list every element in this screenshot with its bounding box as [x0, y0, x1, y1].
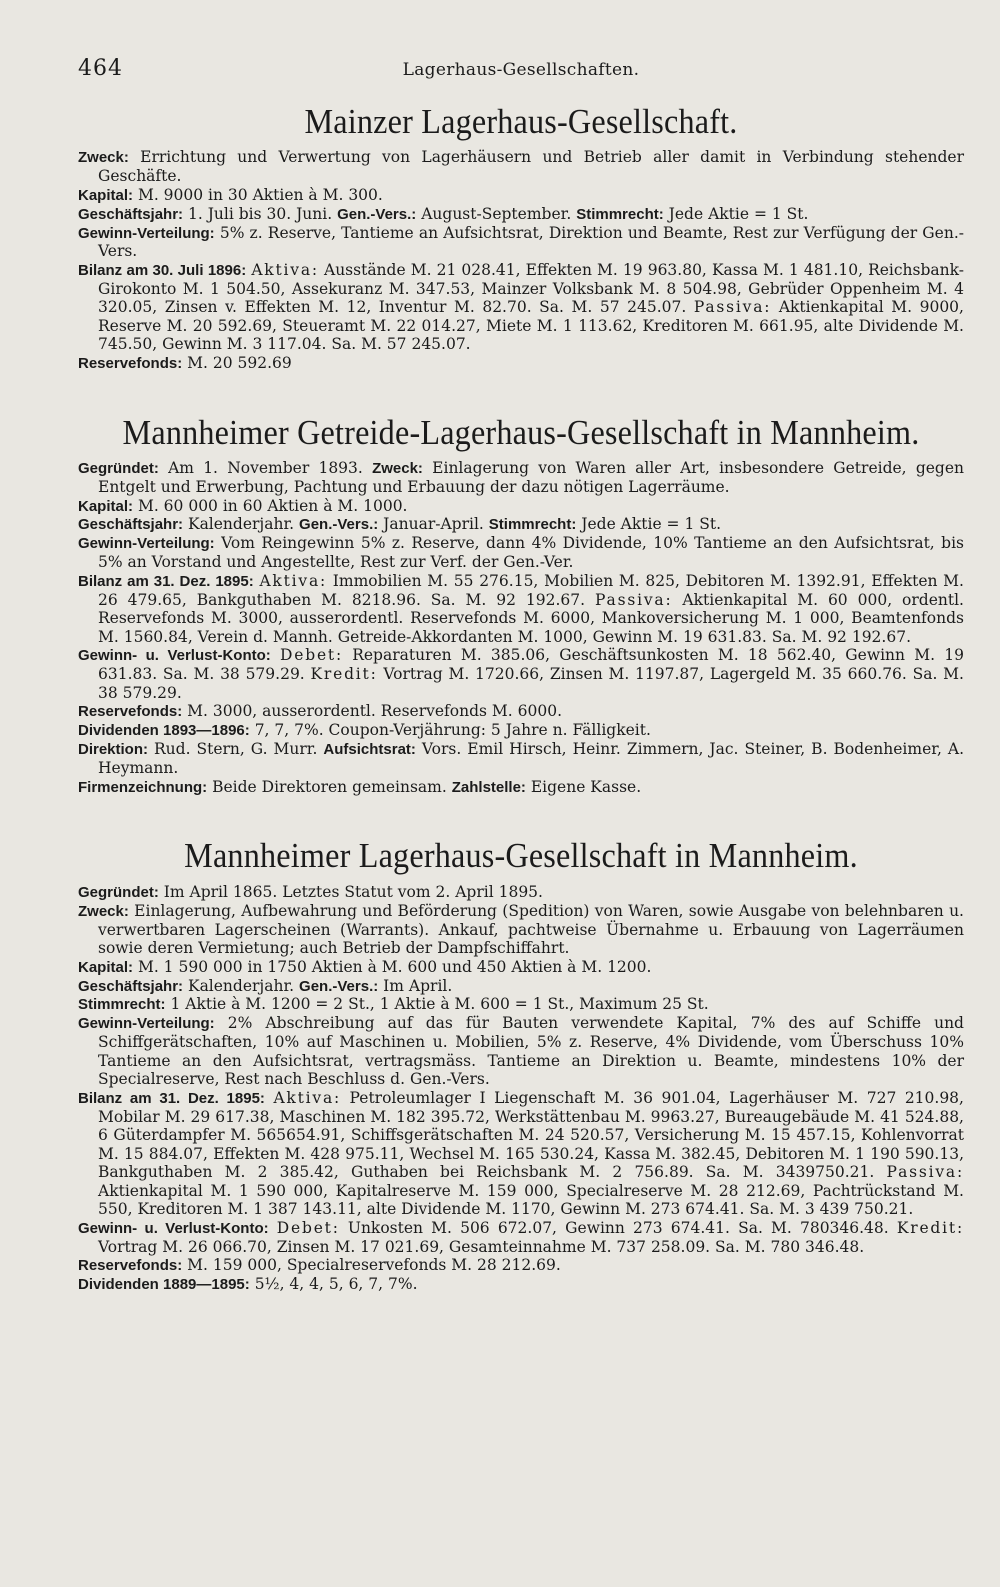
entry-label: Gewinn-Verteilung:	[78, 224, 215, 242]
running-head: Lagerhaus-Gesellschaften.	[402, 60, 640, 80]
entry-paragraph	[78, 958, 964, 977]
page-body	[78, 102, 964, 1294]
entry-sublabel: Aktiva:	[251, 260, 319, 279]
entry-text: Aktienkapital M. 9000, Reserve M. 20 592.69, Steueramt M. 22 014.27, Miete M. 1 113.62, Kreditoren M. 661.95, alte Dividende M. 745.50, Gewinn M. 3 117.04. Sa. M. 57 245.07.	[98, 298, 964, 354]
entry-text: M. 20 592.69	[187, 353, 292, 372]
entry-paragraph	[78, 261, 964, 354]
entry-text: Einlagerung, Aufbewahrung und Beförderung (Spedition) von Waren, sowie Ausgabe von belehnbaren u. verwertbaren Lagerscheinen (Warrants). Ankauf, pachtweise Übernahme u. Erbauung von Lagerräumen sowie deren Vermietung; auch Betrieb der Dampfschiffahrt.	[98, 901, 964, 958]
entry-paragraph	[78, 515, 964, 534]
entry-paragraph	[78, 1089, 964, 1219]
entry-label: Zweck:	[372, 460, 423, 478]
entry-text: Januar-April.	[383, 515, 484, 534]
entry-label: Gen.-Vers.:	[337, 205, 417, 223]
entry-label: Gegründet:	[78, 460, 159, 478]
entry-sublabel: Kredit:	[310, 665, 378, 684]
entry-text: 7, 7, 7%. Coupon-Verjährung: 5 Jahre n. Fälligkeit.	[254, 721, 651, 740]
entry-text: 5½, 4, 4, 5, 6, 7, 7%.	[254, 1275, 418, 1294]
entry-sublabel: Debet:	[276, 1218, 340, 1237]
entry-text: Vom Reingewinn 5% z. Reserve, dann 4% Dividende, 10% Tantieme an den Aufsichtsrat, bis 5% an Vorstand und Angestellte, Rest zur Verf. der Gen.-Ver.	[98, 534, 964, 572]
entry-text: Einlagerung von Waren aller Art, insbesondere Getreide, gegen Entgelt und Erwerbung, Pachtung und Erbauung der dazu nötigen Lagerräume.	[98, 459, 964, 497]
entry-text: Jede Aktie = 1 St.	[668, 204, 809, 223]
entry-label: Gen.-Vers.:	[299, 977, 379, 995]
entry-label: Stimmrecht:	[488, 516, 577, 534]
entry-label: Geschäftsjahr:	[78, 205, 184, 223]
entry-label: Geschäftsjahr:	[78, 516, 184, 534]
entry-text: Jede Aktie = 1 St.	[581, 515, 722, 534]
entry-label: Gen.-Vers.:	[299, 516, 379, 534]
entry-label: Gewinn-Verteilung:	[78, 535, 215, 553]
entry-label: Bilanz am 31. Dez. 1895:	[78, 1089, 265, 1107]
entry-text: Ausstände M. 21 028.41, Effekten M. 19 963.80, Kassa M. 1 481.10, Reichsbank-Girokonto M. 1 504.50, Assekuranz M. 347.53, Mainzer Volksbank M. 8 504.98, Gebrüder Oppenheim M. 4 320.05, Zinsen v. Effekten M. 12, Inventur M. 82.70. Sa. M. 57 245.07.	[98, 260, 964, 317]
entry-text: Kalenderjahr.	[187, 515, 295, 534]
entry-text: M. 9000 in 30 Aktien à M. 300.	[137, 185, 383, 204]
entry-text: Petroleumlager I Liegenschaft M. 36 901.04, Lagerhäuser M. 727 210.98, Mobilar M. 29 617.38, Maschinen M. 182 395.72, Werkstättenbau M. 9963.27, Bureaugebäude M. 41 524.88, 6 Güterdampfer M. 565654.91, Schiffsgerätschaften M. 24 520.57, Versicherung M. 15 457.15, Kohlenvorrat M. 15 884.07, Effekten M. 428 975.11, Wechsel M. 165 530.24, Kassa M. 382.45, Debitoren M. 1 190 590.13, Bankguthaben M. 2 385.42, Guthaben bei Reichsbank M. 2 756.89. Sa. M. 3439750.21.	[98, 1088, 964, 1182]
entry-text: Unkosten M. 506 672.07, Gewinn 273 674.41. Sa. M. 780346.48.	[347, 1218, 889, 1237]
entry-label: Reservefonds:	[78, 703, 183, 721]
entry-label: Dividenden 1893—1896:	[78, 722, 250, 740]
entry-label: Dividenden 1889—1895:	[78, 1276, 250, 1294]
entry-text: Rud. Stern, G. Murr.	[154, 740, 318, 759]
entry-text: Immobilien M. 55 276.15, Mobilien M. 825, Debitoren M. 1392.91, Effekten M. 26 479.65, Bankguthaben M. 8218.96. Sa. M. 92 192.67.	[98, 571, 964, 609]
entry-paragraph	[78, 778, 964, 797]
entry-sublabel: Debet:	[280, 646, 343, 665]
entry-paragraph	[78, 186, 964, 205]
entry-text: M. 60 000 in 60 Aktien à M. 1000.	[137, 496, 408, 515]
entry-sublabel: Passiva:	[595, 590, 673, 609]
entry-text: M. 159 000, Specialreservefonds M. 28 212.69.	[187, 1256, 561, 1275]
entry-sublabel: Aktiva:	[273, 1088, 342, 1107]
entry-label: Kapital:	[78, 497, 134, 515]
entry-label: Direktion:	[78, 741, 149, 759]
entry-label: Firmenzeichnung:	[78, 778, 208, 796]
entry-sublabel: Kredit:	[896, 1218, 964, 1237]
entry-text: Vortrag M. 1720.66, Zinsen M. 1197.87, Lagergeld M. 35 660.76. Sa. M. 38 579.29.	[98, 665, 964, 702]
entry-label: Zweck:	[78, 149, 129, 167]
entry-paragraph	[78, 977, 964, 996]
entry-text: M. 3000, ausserordentl. Reservefonds M. 6000.	[187, 702, 563, 721]
entry-label: Stimmrecht:	[78, 996, 166, 1014]
entry-paragraph	[78, 995, 964, 1014]
entry-label: Geschäftsjahr:	[78, 977, 184, 995]
entry-label: Reservefonds:	[78, 354, 183, 372]
entry-paragraph	[78, 572, 964, 646]
entry-label: Bilanz am 30. Juli 1896:	[78, 261, 247, 279]
entry-text: Errichtung und Verwertung von Lagerhäusern und Betrieb aller damit in Verbindung stehender Geschäfte.	[98, 148, 964, 186]
entry-label: Gewinn-Verteilung:	[78, 1015, 215, 1033]
entry-paragraph	[78, 902, 964, 958]
entry-paragraph	[78, 205, 964, 224]
entry-paragraph	[78, 148, 964, 185]
entry-text: Eigene Kasse.	[530, 777, 642, 796]
entry-paragraph	[78, 497, 964, 516]
company-title: Mainzer Lagerhaus-Gesellschaft.	[304, 102, 738, 141]
entry-label: Kapital:	[78, 958, 134, 976]
entry-text: Beide Direktoren gemeinsam.	[212, 777, 447, 796]
entry-paragraph	[78, 646, 964, 702]
entry-paragraph	[78, 354, 964, 373]
entry-label: Gegründet:	[78, 883, 159, 901]
entry-paragraph	[78, 1275, 964, 1294]
entry-sublabel: Passiva:	[886, 1163, 964, 1182]
entry-label: Kapital:	[78, 186, 134, 204]
entry-text: Im April 1865. Letztes Statut vom 2. April 1895.	[163, 882, 543, 901]
entry-text: August-September.	[421, 204, 572, 223]
entry-text: Am 1. November 1893.	[168, 459, 363, 478]
company-title: Mannheimer Lagerhaus-Gesellschaft in Mannheim.	[184, 836, 858, 876]
entry-paragraph	[78, 1219, 964, 1256]
entry-label: Aufsichtsrat:	[323, 741, 416, 759]
entry-text: Aktienkapital M. 60 000, ordentl. Reservefonds M. 3000, ausserordentl. Reservefonds M. 6000, Mankoversicherung M. 1 000, Beamtenfonds M. 1560.84, Verein d. Mannh. Getreide-Akkordanten M. 1000, Gewinn M. 19 631.83. Sa. M. 92 192.67.	[98, 590, 964, 646]
entry-sublabel: Passiva:	[693, 298, 772, 317]
entry-paragraph	[78, 459, 964, 496]
entry-text: Im April.	[383, 976, 453, 995]
entry-text: M. 1 590 000 in 1750 Aktien à M. 600 und 450 Aktien à M. 1200.	[137, 957, 652, 976]
entry-label: Zweck:	[78, 902, 129, 920]
entry-paragraph	[78, 702, 964, 721]
entry-label: Bilanz am 31. Dez. 1895:	[78, 572, 254, 590]
entry-paragraph	[78, 1256, 964, 1275]
entry-paragraph	[78, 224, 964, 261]
company-title: Mannheimer Getreide-Lagerhaus-Gesellschaft in Mannheim.	[122, 412, 920, 452]
entry-text: 2% Abschreibung auf das für Bauten verwendete Kapital, 7% des auf Schiffe und Schiffgerätschaften, 10% auf Maschinen u. Mobilien, 5% z. Reserve, 4% Dividende, vom Überschuss 10% Tantieme an den Aufsichtsrat, vertragsmäss. Tantieme an Direktion u. Beamte, mindestens 10% der Specialreserve, Rest nach Beschluss d. Gen.-Vers.	[98, 1014, 964, 1089]
entry-paragraph	[78, 883, 964, 902]
entry-label: Gewinn- u. Verlust-Konto:	[78, 1219, 269, 1237]
entry-label: Gewinn- u. Verlust-Konto:	[78, 647, 271, 665]
entry-text: Reparaturen M. 385.06, Geschäftsunkosten M. 18 562.40, Gewinn M. 19 631.83. Sa. M. 38 579.29.	[98, 646, 964, 684]
entry-text: 1 Aktie à M. 1200 = 2 St., 1 Aktie à M. 600 = 1 St., Maximum 25 St.	[170, 995, 709, 1014]
entry-label: Reservefonds:	[78, 1257, 183, 1275]
company-entry	[78, 413, 964, 797]
entry-text: 1. Juli bis 30. Juni.	[187, 204, 333, 223]
entry-label: Stimmrecht:	[576, 205, 664, 223]
entry-text: Kalenderjahr.	[187, 976, 295, 995]
company-entry	[78, 102, 964, 373]
entry-label: Zahlstelle:	[451, 778, 526, 796]
page-header	[78, 56, 964, 96]
company-entry	[78, 836, 964, 1294]
entry-paragraph	[78, 721, 964, 740]
entry-text: Vors. Emil Hirsch, Heinr. Zimmern, Jac. Steiner, B. Bodenheimer, A. Heymann.	[98, 740, 964, 778]
entry-paragraph	[78, 740, 964, 777]
entry-paragraph	[78, 534, 964, 571]
page-number: 464	[78, 56, 123, 81]
entry-text: 5% z. Reserve, Tantieme an Aufsichtsrat, Direktion und Beamte, Rest zur Verfügung der Gen.-Vers.	[98, 223, 964, 261]
entry-paragraph	[78, 1014, 964, 1088]
entry-sublabel: Aktiva:	[259, 571, 328, 590]
entry-text: Aktienkapital M. 1 590 000, Kapitalreserve M. 159 000, Specialreserve M. 28 212.69, Pachtrückstand M. 550, Kreditoren M. 1 387 143.11, alte Dividende M. 1170, Gewinn M. 273 674.41. Sa. M. 3 439 750.21.	[98, 1181, 964, 1219]
entry-text: Vortrag M. 26 066.70, Zinsen M. 17 021.69, Gesamteinnahme M. 737 258.09. Sa. M. 780 346.48.	[98, 1237, 865, 1256]
